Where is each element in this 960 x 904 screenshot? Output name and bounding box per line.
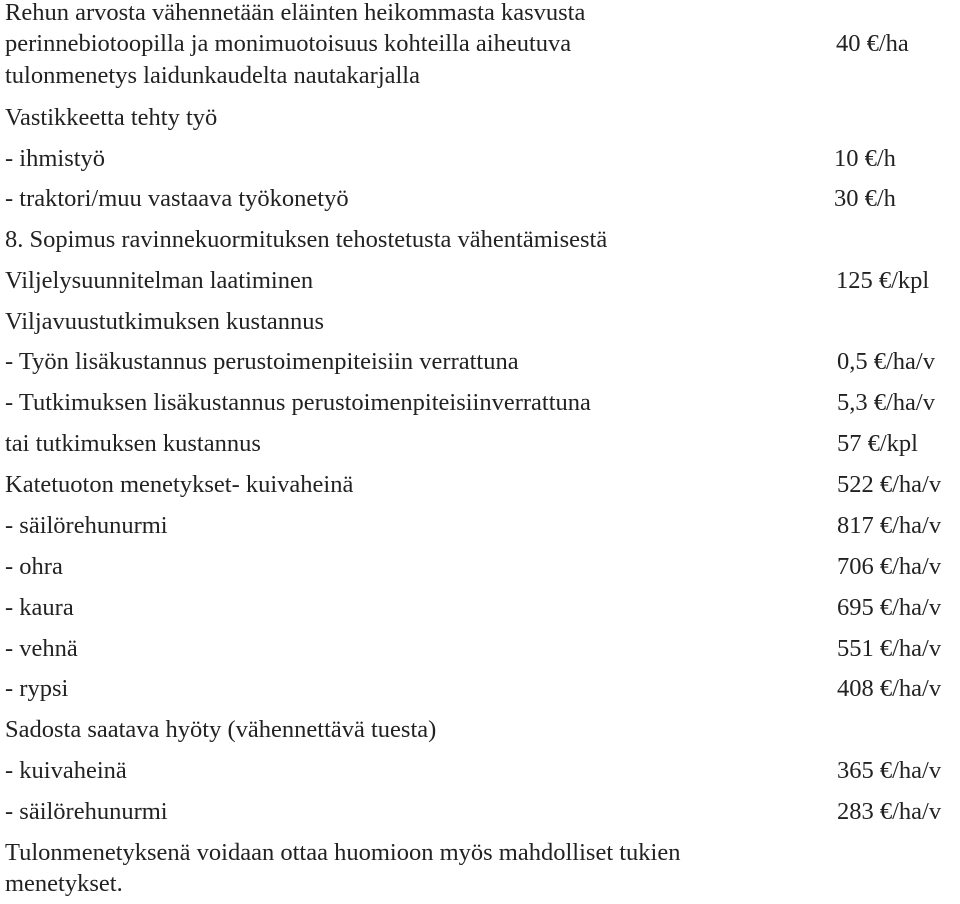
text-line: - säilörehunurmi xyxy=(5,798,168,825)
amount-value: 125 €/kpl xyxy=(836,267,930,294)
text-line: tulonmenetys laidunkaudelta nautakarjalla xyxy=(5,62,420,89)
text-line: Katetuoton menetykset- kuivaheinä xyxy=(5,471,354,498)
amount-value: 30 €/h xyxy=(834,185,896,212)
text-line: - säilörehunurmi xyxy=(5,512,168,539)
amount-value: 57 €/kpl xyxy=(837,430,918,457)
amount-value: 408 €/ha/v xyxy=(837,675,942,702)
amount-value: 283 €/ha/v xyxy=(837,798,942,825)
amount-value: 10 €/h xyxy=(834,145,896,172)
text-line: Rehun arvosta vähennetään eläinten heikommasta kasvusta xyxy=(5,0,586,26)
amount-value: 817 €/ha/v xyxy=(837,512,942,539)
amount-value: 551 €/ha/v xyxy=(837,635,942,662)
text-line: - rypsi xyxy=(5,675,69,702)
text-line: - Tutkimuksen lisäkustannus perustoimenpiteisiinverrattuna xyxy=(5,389,591,416)
text-line: - vehnä xyxy=(5,635,78,662)
amount-value: 365 €/ha/v xyxy=(837,757,942,784)
text-line: Viljavuustutkimuksen kustannus xyxy=(5,308,325,335)
text-line: - Työn lisäkustannus perustoimenpiteisiin verrattuna xyxy=(5,348,519,375)
text-line: Tulonmenetyksenä voidaan ottaa huomioon myös mahdolliset tukien xyxy=(5,839,681,866)
text-line: - kaura xyxy=(5,594,74,621)
amount-value: 522 €/ha/v xyxy=(837,471,942,498)
text-line: Vastikkeetta tehty työ xyxy=(5,104,218,131)
text-line: Sadosta saatava hyöty (vähennettävä tuesta) xyxy=(5,716,437,743)
text-line: - kuivaheinä xyxy=(5,757,127,784)
text-line: - traktori/muu vastaava työkonetyö xyxy=(5,185,349,212)
amount-value: 695 €/ha/v xyxy=(837,594,942,621)
text-line: menetykset. xyxy=(5,870,123,897)
amount-value: 5,3 €/ha/v xyxy=(837,389,935,416)
section-heading: 8. Sopimus ravinnekuormituksen tehostetusta vähentämisestä xyxy=(5,226,608,253)
amount-value: 0,5 €/ha/v xyxy=(837,348,935,375)
text-line: tai tutkimuksen kustannus xyxy=(5,430,261,457)
amount-value: 40 €/ha xyxy=(836,30,909,57)
amount-value: 706 €/ha/v xyxy=(837,553,942,580)
text-line: - ohra xyxy=(5,553,63,580)
text-line: perinnebiotoopilla ja monimuotoisuus kohteilla aiheutuva xyxy=(5,30,572,57)
text-line: - ihmistyö xyxy=(5,145,106,172)
text-line: Viljelysuunnitelman laatiminen xyxy=(5,267,314,294)
